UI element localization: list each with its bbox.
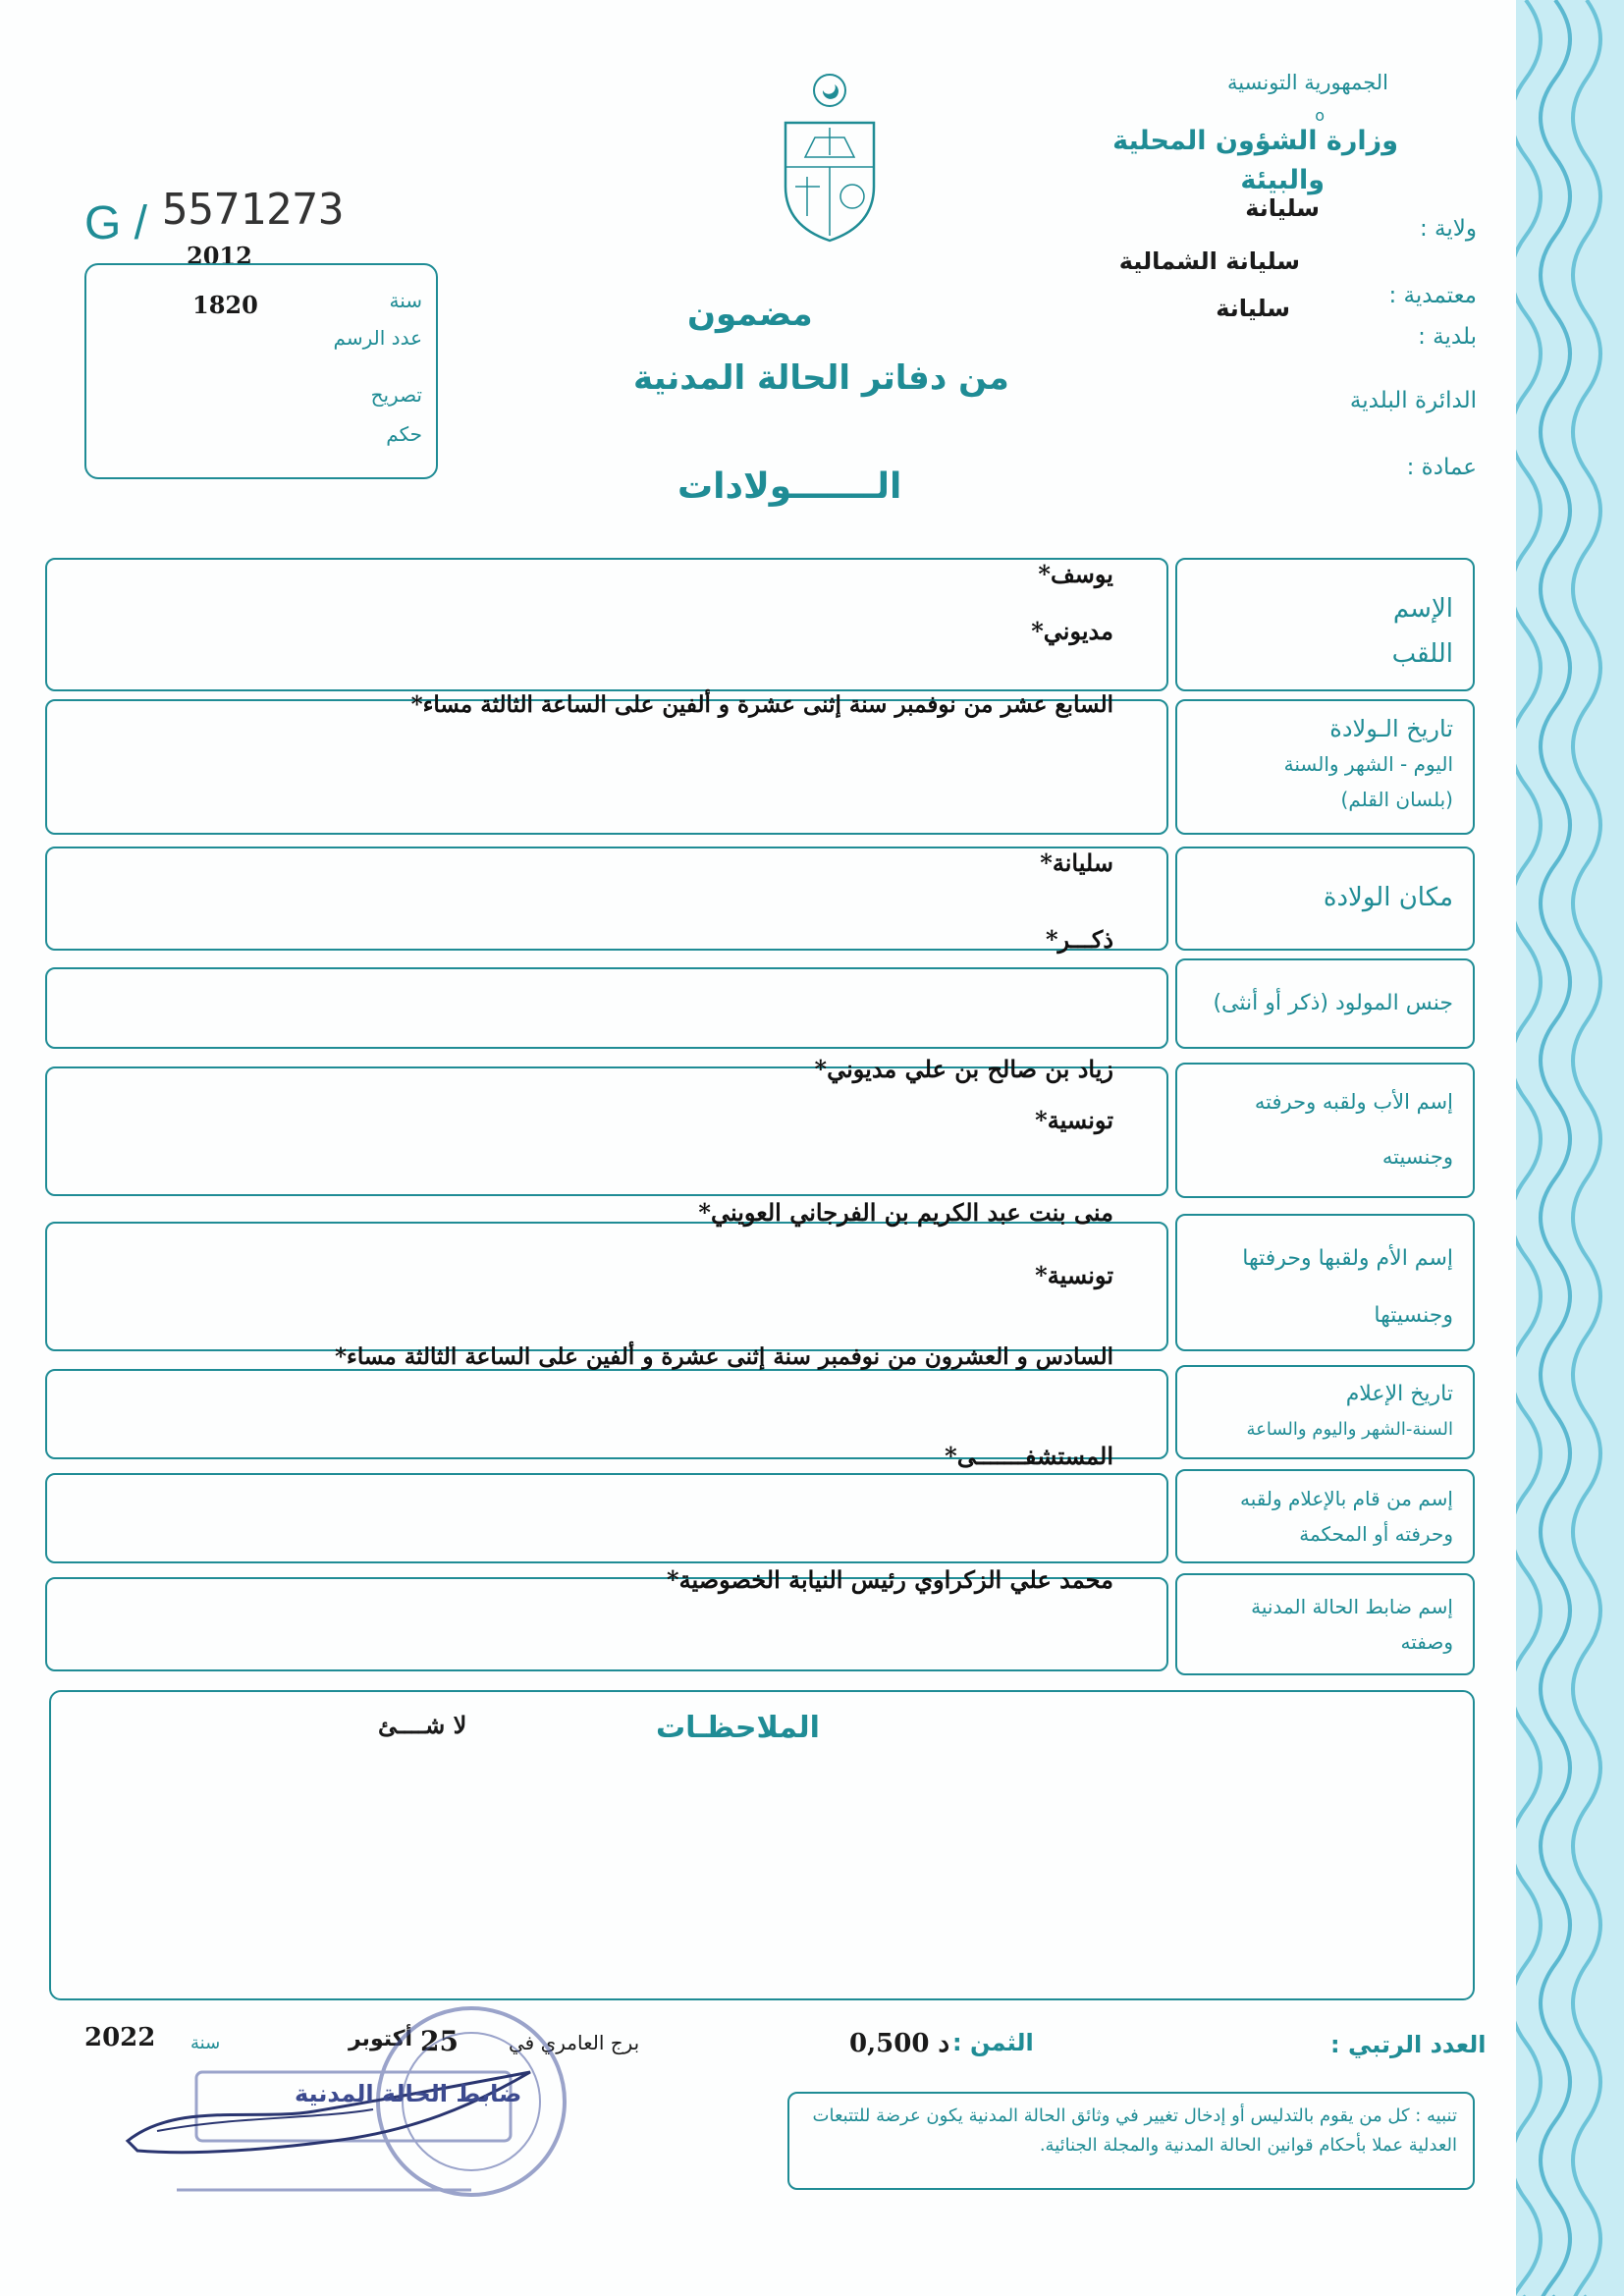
republic-name: الجمهورية التونسية <box>1227 71 1388 94</box>
municipality-label: بلدية : <box>1418 324 1477 350</box>
legal-notice-box: تنبيه : كل من يقوم بالتدليس أو إدخال تغيير في وثائق الحالة المدنية يكون عرضة للتتبعات العدلية عملا بأحكام قوانين الحالة المدنية والمجلة الجنائية. <box>787 2092 1475 2190</box>
birth-date-value-box <box>45 699 1168 835</box>
name-label-box <box>1175 558 1475 691</box>
declaration-date-value: السادس و العشرون من نوفمبر سنة إثنى عشرة و ألفين على الساعة الثالثة مساء* <box>335 1343 1113 1370</box>
father-name-value: زياد بن صالح بن علي مديوني* <box>814 1055 1113 1083</box>
ministry-name-line2: والبيئة <box>1240 165 1325 195</box>
mother-nationality-label: وجنسيتها <box>1374 1303 1453 1328</box>
act-number-label: عدد الرسم <box>333 326 422 350</box>
birth-date-value: السابع عشر من نوفمبر سنة إثنى عشرة و ألفين على الساعة الثالثة مساء* <box>410 691 1113 718</box>
issue-place: برج العامري في <box>509 2031 640 2054</box>
birth-place-value: سليانة* <box>1040 848 1113 877</box>
declarant-label-box <box>1175 1469 1475 1563</box>
first-name-label: الإسم <box>1392 594 1453 624</box>
decorative-border <box>1516 0 1624 2296</box>
declarant-value-box <box>45 1473 1168 1563</box>
document-title: مضمون <box>687 295 813 334</box>
act-year-value: 2012 <box>187 242 252 270</box>
declaration-date-label-box <box>1175 1365 1475 1459</box>
official-stamp <box>118 1994 579 2249</box>
officer-value: محمد علي الزكراوي رئيس النيابة الخصوصية* <box>667 1565 1113 1594</box>
officer-label: إسم ضابط الحالة المدنية <box>1251 1595 1453 1618</box>
surname-label: اللقب <box>1391 639 1453 669</box>
father-value-box <box>45 1066 1168 1196</box>
mother-nationality-value: تونسية* <box>1035 1261 1113 1289</box>
price-value: 0,500 د <box>849 2029 950 2058</box>
sex-label-box <box>1175 958 1475 1049</box>
mother-value-box <box>45 1222 1168 1351</box>
judgment-label: حكم <box>386 422 422 446</box>
issue-year-label: سنة <box>190 2033 221 2053</box>
father-label-box <box>1175 1063 1475 1198</box>
father-nationality-label: وجنسيته <box>1381 1145 1453 1169</box>
price-label: الثمن : <box>952 2029 1034 2056</box>
document-subtitle: من دفاتر الحالة المدنية <box>633 358 1009 398</box>
delegation-label: معتمدية : <box>1388 283 1477 308</box>
act-reference-box <box>84 263 438 479</box>
imada-label: عمادة : <box>1406 455 1477 480</box>
surname-value: مديوني* <box>1031 617 1113 645</box>
sex-value: ذكـــر* <box>1046 925 1113 954</box>
mother-label-box <box>1175 1214 1475 1351</box>
governorate-label: ولاية : <box>1419 216 1477 242</box>
serial-number: 5571273 <box>162 185 345 235</box>
delegation-value: سليانة الشمالية <box>1118 247 1300 275</box>
name-value-box <box>45 558 1168 691</box>
officer-label-box <box>1175 1573 1475 1675</box>
birth-place-label-box <box>1175 847 1475 951</box>
issue-year-value: 2022 <box>84 2023 156 2052</box>
ministry-name: وزارة الشؤون المحلية <box>1112 126 1398 156</box>
sex-label: جنس المولود (ذكر أو أنثى) <box>1213 991 1453 1015</box>
declaration-date-format-label: السنة-الشهر واليوم والساعة <box>1246 1419 1453 1440</box>
header-divider: o <box>1315 106 1325 125</box>
declarant-label: إسم من قام بالإعلام ولقبه <box>1240 1487 1453 1510</box>
act-number-value: 1820 <box>192 291 258 319</box>
birth-place-value-box <box>45 847 1168 951</box>
issue-month: أكتوبر <box>349 2027 413 2051</box>
declarant-value: المستشفـــــــى* <box>945 1442 1113 1470</box>
stamp-officer-title: ضابط الحالة المدنية <box>295 2080 522 2107</box>
footer-serial-label: العدد الرتبي : <box>1330 2031 1487 2058</box>
notes-value: لا شــــئ <box>378 1711 467 1739</box>
sex-value-box <box>45 967 1168 1049</box>
coat-of-arms-emblem <box>766 69 893 246</box>
municipal-district-label: الدائرة البلدية <box>1349 388 1477 413</box>
section-title: الـــــــولادات <box>677 466 902 507</box>
declaration-label: تصريح <box>370 383 422 407</box>
officer-title-label: وصفته <box>1400 1630 1453 1654</box>
birth-place-label: مكان الولادة <box>1323 883 1453 912</box>
declaration-date-label: تاريخ الإعلام <box>1345 1382 1453 1406</box>
birth-date-label: تاريخ الـولادة <box>1329 715 1453 742</box>
mother-name-value: منى بنت عبد الكريم بن الفرجاني العويني* <box>698 1198 1113 1227</box>
notes-label: الملاحظـات <box>656 1711 820 1745</box>
issue-day: 25 <box>420 2025 459 2057</box>
governorate-value: سليانة <box>1245 194 1320 222</box>
birth-date-note-label: (بلسان القلم) <box>1340 788 1453 811</box>
first-name-value: يوسف* <box>1038 560 1113 588</box>
mother-label: إسم الأم ولقبها وحرفتها <box>1242 1246 1453 1271</box>
father-label: إسم الأب ولقبه وحرفته <box>1254 1090 1453 1114</box>
serial-prefix: G / <box>84 197 148 249</box>
year-label: سنة <box>389 289 422 312</box>
birth-date-format-label: اليوم - الشهر والسنة <box>1283 752 1453 776</box>
declarant-role-label: وحرفته أو المحكمة <box>1299 1522 1453 1546</box>
birth-date-label-box <box>1175 699 1475 835</box>
father-nationality-value: تونسية* <box>1035 1106 1113 1134</box>
municipality-value: سليانة <box>1216 295 1290 322</box>
